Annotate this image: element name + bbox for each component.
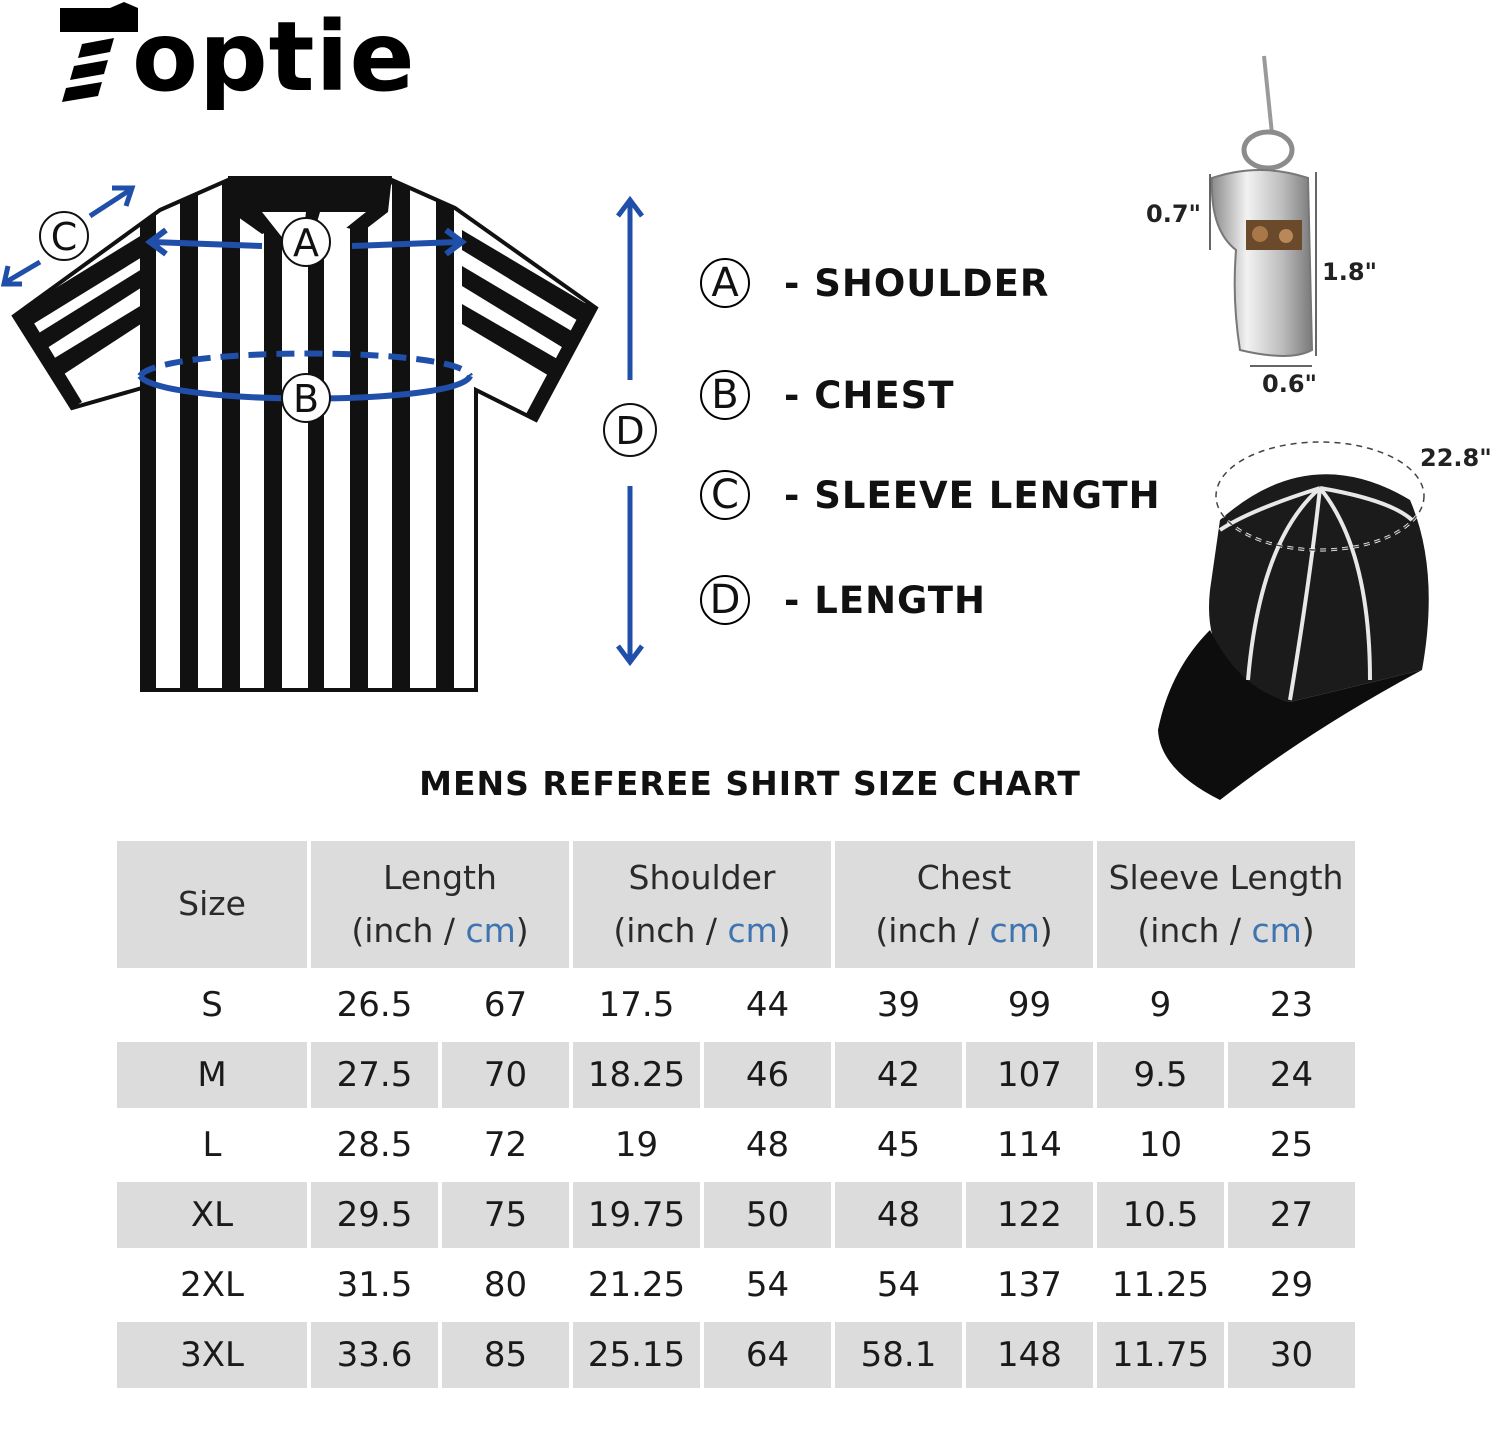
- cell-size: L: [117, 1112, 307, 1178]
- table-row: [117, 1252, 1355, 1318]
- size-chart-table: [113, 837, 1359, 1392]
- cell-shoulder-inch: 25.15: [573, 1322, 700, 1388]
- shirt-diagram: [0, 150, 680, 710]
- table-row: [117, 972, 1355, 1038]
- header-group-label: Chest: [916, 857, 1012, 897]
- cell-length-inch: 26.5: [311, 972, 438, 1038]
- cell-sleeve-cm: 29: [1228, 1252, 1355, 1318]
- table-row: [117, 1322, 1355, 1388]
- cell-chest-cm: 122: [966, 1182, 1093, 1248]
- header-shoulder: [573, 841, 831, 968]
- table-row: [117, 1042, 1355, 1108]
- cell-sleeve-cm: 24: [1228, 1042, 1355, 1108]
- legend-letter: A: [700, 258, 750, 308]
- whistle-depth-label: 0.6": [1262, 370, 1318, 398]
- cap-figure: [1140, 430, 1500, 810]
- cell-size: M: [117, 1042, 307, 1108]
- cell-length-cm: 72: [442, 1112, 569, 1178]
- cell-sleeve-cm: 25: [1228, 1112, 1355, 1178]
- cell-sleeve-inch: 9: [1097, 972, 1224, 1038]
- cell-sleeve-inch: 10: [1097, 1112, 1224, 1178]
- cell-chest-cm: 114: [966, 1112, 1093, 1178]
- legend-item-shoulder: [700, 253, 1049, 313]
- marker-d: [604, 404, 656, 456]
- cap-icon: [1140, 430, 1500, 810]
- cell-chest-inch: 58.1: [835, 1322, 962, 1388]
- cell-shoulder-cm: 54: [704, 1252, 831, 1318]
- svg-text:C: C: [50, 215, 78, 259]
- cell-shoulder-inch: 17.5: [573, 972, 700, 1038]
- marker-a: [282, 218, 330, 266]
- cell-chest-inch: 48: [835, 1182, 962, 1248]
- legend-item-sleeve-length: [700, 465, 1161, 525]
- legend-item-chest: [700, 365, 955, 425]
- whistle-height-label: 1.8": [1322, 258, 1378, 286]
- legend-label: - SHOULDER: [784, 261, 1050, 305]
- cell-shoulder-inch: 19: [573, 1112, 700, 1178]
- logo-wordmark: optie: [132, 1, 416, 113]
- legend-letter: B: [700, 370, 750, 420]
- cell-size: S: [117, 972, 307, 1038]
- unit-cm: cm: [1251, 910, 1302, 950]
- cell-chest-cm: 107: [966, 1042, 1093, 1108]
- table-header-row: [117, 841, 1355, 968]
- whistle-width-label: 0.7": [1146, 200, 1202, 228]
- cell-length-cm: 75: [442, 1182, 569, 1248]
- header-group-label: Length: [383, 857, 497, 897]
- svg-text:B: B: [292, 377, 320, 421]
- unit-suffix: ): [1039, 910, 1053, 950]
- marker-b: [282, 374, 330, 422]
- cell-chest-cm: 99: [966, 972, 1093, 1038]
- cell-size: 3XL: [117, 1322, 307, 1388]
- header-unit: [573, 905, 831, 958]
- unit-prefix: (inch /: [1137, 910, 1252, 950]
- cell-chest-inch: 45: [835, 1112, 962, 1178]
- legend-letter: D: [700, 575, 750, 625]
- cell-shoulder-cm: 44: [704, 972, 831, 1038]
- cell-shoulder-cm: 50: [704, 1182, 831, 1248]
- cell-sleeve-cm: 27: [1228, 1182, 1355, 1248]
- cell-chest-inch: 54: [835, 1252, 962, 1318]
- shirt-stripes: [0, 150, 680, 710]
- unit-prefix: (inch /: [351, 910, 466, 950]
- cell-length-inch: 29.5: [311, 1182, 438, 1248]
- cell-length-cm: 70: [442, 1042, 569, 1108]
- cell-sleeve-inch: 11.75: [1097, 1322, 1224, 1388]
- unit-cm: cm: [727, 910, 778, 950]
- svg-text:A: A: [293, 221, 319, 265]
- whistle-icon: [1140, 50, 1380, 410]
- brand-logo: [52, 0, 432, 125]
- header-group-label: Sleeve Length: [1108, 857, 1344, 897]
- cell-chest-cm: 148: [966, 1322, 1093, 1388]
- header-sleeve-length: [1097, 841, 1355, 968]
- header-unit: [835, 905, 1093, 958]
- unit-suffix: ): [777, 910, 791, 950]
- cell-chest-inch: 39: [835, 972, 962, 1038]
- header-unit: [1097, 905, 1355, 958]
- cell-shoulder-cm: 46: [704, 1042, 831, 1108]
- legend-label: - CHEST: [784, 373, 955, 417]
- unit-cm: cm: [465, 910, 516, 950]
- cell-sleeve-cm: 30: [1228, 1322, 1355, 1388]
- cell-length-cm: 67: [442, 972, 569, 1038]
- legend-label: - SLEEVE LENGTH: [784, 473, 1161, 517]
- size-chart-title: MENS REFEREE SHIRT SIZE CHART: [419, 764, 1081, 803]
- cell-sleeve-inch: 11.25: [1097, 1252, 1224, 1318]
- cell-length-cm: 85: [442, 1322, 569, 1388]
- legend-item-length: [700, 570, 986, 630]
- unit-suffix: ): [515, 910, 529, 950]
- unit-suffix: ): [1301, 910, 1315, 950]
- svg-text:D: D: [615, 409, 645, 453]
- cell-chest-cm: 137: [966, 1252, 1093, 1318]
- cell-sleeve-cm: 23: [1228, 972, 1355, 1038]
- cell-length-inch: 28.5: [311, 1112, 438, 1178]
- cell-shoulder-inch: 18.25: [573, 1042, 700, 1108]
- cell-sleeve-inch: 9.5: [1097, 1042, 1224, 1108]
- table-row: [117, 1112, 1355, 1178]
- cell-length-inch: 31.5: [311, 1252, 438, 1318]
- cell-chest-inch: 42: [835, 1042, 962, 1108]
- header-unit: [311, 905, 569, 958]
- table-row: [117, 1182, 1355, 1248]
- cell-shoulder-cm: 64: [704, 1322, 831, 1388]
- cell-sleeve-inch: 10.5: [1097, 1182, 1224, 1248]
- header-length: [311, 841, 569, 968]
- header-chest: [835, 841, 1093, 968]
- cell-length-cm: 80: [442, 1252, 569, 1318]
- cell-size: 2XL: [117, 1252, 307, 1318]
- cap-circumference-label: 22.8": [1420, 444, 1492, 472]
- cell-shoulder-inch: 19.75: [573, 1182, 700, 1248]
- marker-c: [40, 212, 88, 260]
- cell-size: XL: [117, 1182, 307, 1248]
- cell-length-inch: 33.6: [311, 1322, 438, 1388]
- cell-length-inch: 27.5: [311, 1042, 438, 1108]
- cell-shoulder-inch: 21.25: [573, 1252, 700, 1318]
- legend-letter: C: [700, 470, 750, 520]
- unit-prefix: (inch /: [875, 910, 990, 950]
- header-size: Size: [117, 841, 307, 968]
- cell-shoulder-cm: 48: [704, 1112, 831, 1178]
- unit-prefix: (inch /: [613, 910, 728, 950]
- whistle-figure: [1140, 50, 1380, 410]
- unit-cm: cm: [989, 910, 1040, 950]
- header-group-label: Shoulder: [628, 857, 776, 897]
- legend-label: - LENGTH: [784, 578, 986, 622]
